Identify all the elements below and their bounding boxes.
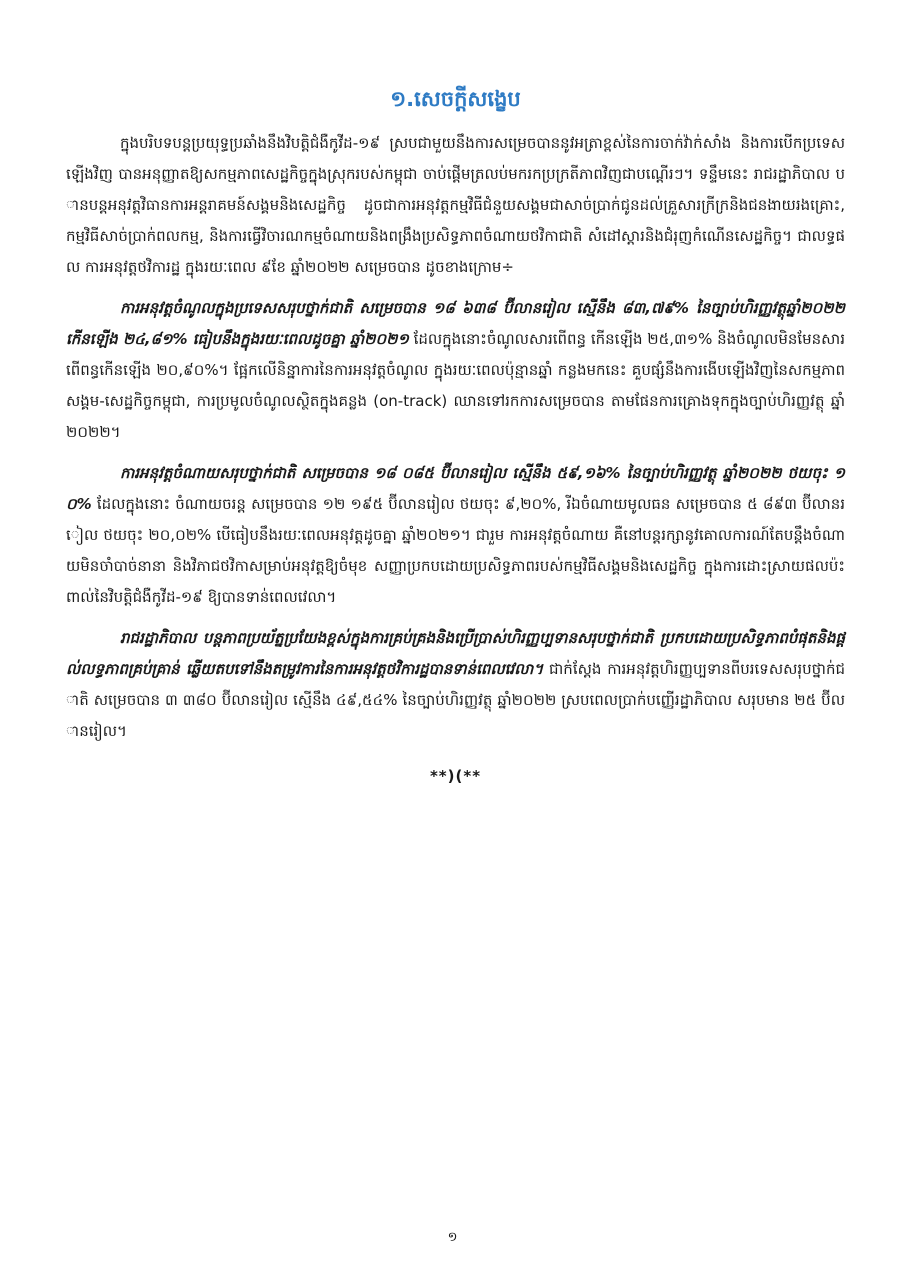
section-title: ១.សេចក្តីសង្ខេប [390,87,521,111]
summary-paragraph-revenue [66,293,845,448]
page-number: ១ [447,1230,458,1245]
paragraph-text: ជាក់ស្តែង ការអនុវត្តហិរញ្ញប្បទានពីបរទេសសរុបថ្នាក់ជាតិ សម្រេចបាន ៣ ៣៨០ ប៊ីលានរៀល ស្មើនឹង ៤៩,៥៤% នៃច្បាប់ហិរញ្ញវត្ថុ ឆ្នាំ២០២២ ស្របពេលប្រាក់បញ្ញើរដ្ឋាភិបាល សរុបមាន ២៥ ប៊ីលានរៀល។ [66,660,845,740]
summary-paragraph-financing [66,623,845,747]
summary-paragraph-intro [66,128,845,283]
section-separator: **)(** [429,767,482,785]
paragraph-text: ដែលក្នុងនោះចំណូលសារពើពន្ធ កើនឡើង ២៥,៣១% និងចំណូលមិនមែនសារពើពន្ធកើនឡើង ២០,៩០%។ ផ្អែកលើនិន្នាការនៃការអនុវត្តចំណូល ក្នុងរយៈពេលប៉ុន្មានឆ្នាំ កន្លងមកនេះ គួបផ្សំនឹងការងើបឡើងវិញនៃសកម្មភាពសង្គម-សេដ្ឋកិច្ចកម្ពុជា, ការប្រមូលចំណូលស្ថិតក្នុងគន្លង (on-track) ឈានទៅរកការសម្រេចបាន តាមផែនការគ្រោងទុកក្នុងច្បាប់ហិរញ្ញវត្ថុ ឆ្នាំ២០២២។ [66,330,845,441]
paragraph-text: ដែលក្នុងនោះ ចំណាយចរន្ត សម្រេចបាន ១២ ១៩៥ ប៊ីលានរៀល ថយចុះ ៩,២០%, រីឯចំណាយមូលធន សម្រេចបាន ៥ ៨៩៣ ប៊ីលានរៀល ថយចុះ ២០,០២% បើធៀបនឹងរយៈពេលអនុវត្តដូចគ្នា ឆ្នាំ២០២១។ ជារួម ការអនុវត្តចំណាយ គឺនៅបន្តរក្សានូវគោលការណ៍តែបន្តឹងចំណាយមិនចាំបាច់នានា និងវិភាជថវិកាសម្រាប់អនុវត្តឱ្យចំមុខ សញ្ញាប្រកបដោយប្រសិទ្ធភាពរបស់កម្មវិធីសង្គមនិងសេដ្ឋកិច្ច ក្នុងការដោះស្រាយផលប៉ះពាល់នៃវិបត្តិជំងឺកូវីដ-១៩ ឱ្យបានទាន់ពេលវេលា។ [66,495,845,606]
paragraph-lead: ការអនុវត្តចំណូលក្នុងប្រទេសសរុបថ្នាក់ជាតិ សម្រេចបាន ១៨ ៦៣៨ ប៊ីលានរៀល ស្មើនឹង ៨៣,៧៩% នៃច្បាប់ហិរញ្ញវត្ថុឆ្នាំ២០២២ កើនឡើង ២៤,៨១% ធៀបនឹងក្នុងរយៈពេលដូចគ្នា ឆ្នាំ២០២១ [66,299,845,348]
paragraph-text: ក្នុងបរិបទបន្តប្រយុទ្ធប្រឆាំងនឹងវិបត្តិជំងឺកូវីដ-១៩ ស្របជាមួយនឹងការសម្រេចបាននូវអត្រាខ្ពស់នៃការចាក់វ៉ាក់សាំង និងការបើកប្រទេសឡើងវិញ បានអនុញ្ញាតឱ្យសកម្មភាពសេដ្ឋកិច្ចក្នុងស្រុករបស់កម្ពុជា ចាប់ផ្តើមត្រលប់មករកប្រក្រតីភាពវិញជាបណ្តើរៗ។ ទន្ទឹមនេះ រាជរដ្ឋាភិបាល បានបន្តអនុវត្តវិធានការអន្តរាគមន៍សង្គមនិងសេដ្ឋកិច្ច ដូចជាការអនុវត្តកម្មវិធីជំនួយសង្គមជាសាច់ប្រាក់ជូនដល់គ្រួសារក្រីក្រនិងជនងាយរងគ្រោះ, កម្មវិធីសាច់ប្រាក់ពលកម្ម, និងការធ្វើវិចារណកម្មចំណាយនិងពង្រឹងប្រសិទ្ធភាពចំណាយថវិកាជាតិ សំដៅស្តារនិងជំរុញកំណើនសេដ្ឋកិច្ច។ ជាលទ្ធផល ការអនុវត្តថវិការដ្ឋ ក្នុងរយៈពេល ៩ខែ ឆ្នាំ២០២២ សម្រេចបាន ដូចខាងក្រោម÷ [66,134,845,276]
paragraph-lead: ការអនុវត្តចំណាយសរុបថ្នាក់ជាតិ សម្រេចបាន ១៨ ០៨៥ ប៊ីលានរៀល ស្មើនឹង ៥៩,១៦% នៃច្បាប់ហិរញ្ញវត្ថុ ឆ្នាំ២០២២ ថយចុះ ១០% [66,464,845,513]
summary-paragraph-expenditure [66,458,845,613]
paragraph-lead: រាជរដ្ឋាភិបាល បន្តភាពប្រយ័ត្នប្រយែងខ្ពស់ក្នុងការគ្រប់គ្រងនិងប្រើប្រាស់ហិរញ្ញប្បទានសរុបថ្នាក់ជាតិ ប្រកបដោយប្រសិទ្ធភាពបំផុតនិងផ្តល់លទ្ធភាពគ្រប់គ្រាន់ ឆ្លើយតបទៅនឹងតម្រូវការនៃការអនុវត្តថវិការដ្ឋបានទាន់ពេលវេលា។ [66,629,845,678]
